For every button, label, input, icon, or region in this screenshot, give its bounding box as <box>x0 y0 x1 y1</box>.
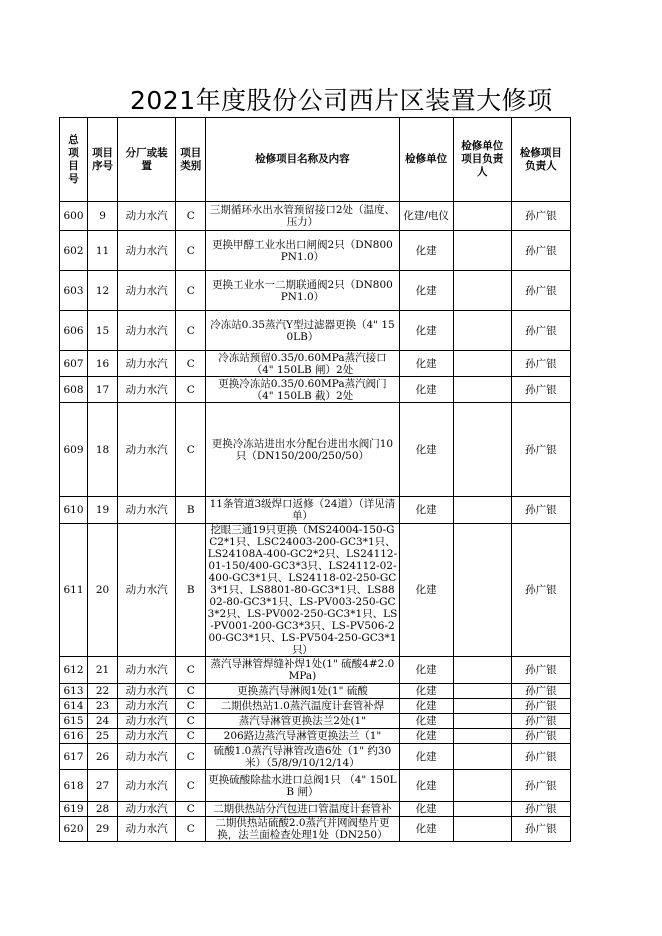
item-no-cell: 9 <box>88 202 118 231</box>
unit-cell: 动力水汽 <box>118 351 176 377</box>
table-row <box>60 699 571 714</box>
header-category: 项目类别 <box>176 118 206 202</box>
category-cell: C <box>176 684 206 699</box>
table-row <box>60 802 571 817</box>
category-cell: C <box>176 271 206 311</box>
maint-unit-cell: 化建 <box>399 231 453 271</box>
maint-unit-cell: 化建 <box>399 403 453 497</box>
item-no-cell: 22 <box>88 684 118 699</box>
content-cell: 二期供热站硫酸2.0蒸汽并网阀垫片更换，法兰面检查处理1处（DN250） <box>206 817 399 842</box>
header-maint-unit: 检修单位 <box>399 118 453 202</box>
total-no-cell: 612 <box>60 657 88 684</box>
project-leader-cell: 孙广银 <box>511 231 570 271</box>
project-leader-cell: 孙广银 <box>511 524 570 657</box>
unit-cell: 动力水汽 <box>118 377 176 403</box>
unit-cell: 动力水汽 <box>118 770 176 802</box>
category-cell: C <box>176 657 206 684</box>
header-total-no: 总项目号 <box>60 118 88 202</box>
maint-leader-cell <box>453 802 511 817</box>
item-no-cell: 15 <box>88 311 118 351</box>
category-cell: C <box>176 714 206 729</box>
total-no-cell: 602 <box>60 231 88 271</box>
header-unit: 分厂或装置 <box>118 118 176 202</box>
table-row <box>60 403 571 497</box>
table-row <box>60 377 571 403</box>
category-cell: C <box>176 770 206 802</box>
content-cell: 更换冷冻站0.35/0.60MPa蒸汽阀门（4" 150LB 截）2处 <box>206 377 399 403</box>
total-no-cell: 614 <box>60 699 88 714</box>
maint-unit-cell: 化建/电仪 <box>399 202 453 231</box>
content-cell: 更换硫酸除盐水进口总阀1只 （4" 150LB 闸） <box>206 770 399 802</box>
category-cell: C <box>176 351 206 377</box>
category-cell: C <box>176 699 206 714</box>
maint-leader-cell <box>453 817 511 842</box>
category-cell: C <box>176 311 206 351</box>
content-cell: 冷冻站预留0.35/0.60MPa蒸汽接口（4" 150LB 闸）2处 <box>206 351 399 377</box>
unit-cell: 动力水汽 <box>118 271 176 311</box>
header-content: 检修项目名称及内容 <box>206 118 399 202</box>
unit-cell: 动力水汽 <box>118 744 176 770</box>
total-no-cell: 615 <box>60 714 88 729</box>
content-cell: 蒸汽导淋管焊缝补焊1处(1" 硫酸4#2.0MPa) <box>206 657 399 684</box>
item-no-cell: 20 <box>88 524 118 657</box>
total-no-cell: 619 <box>60 802 88 817</box>
content-cell: 二期供热站分汽包进口管温度计套管补 <box>206 802 399 817</box>
maint-unit-cell: 化建 <box>399 699 453 714</box>
item-no-cell: 17 <box>88 377 118 403</box>
project-leader-cell: 孙广银 <box>511 351 570 377</box>
maint-leader-cell <box>453 202 511 231</box>
maint-unit-cell: 化建 <box>399 657 453 684</box>
project-leader-cell: 孙广银 <box>511 802 570 817</box>
item-no-cell: 11 <box>88 231 118 271</box>
content-cell: 三期循环水出水管预留接口2处（温度、压力） <box>206 202 399 231</box>
content-cell: 更换工业水一二期联通阀2只（DN800 PN1.0） <box>206 271 399 311</box>
category-cell: C <box>176 729 206 744</box>
item-no-cell: 27 <box>88 770 118 802</box>
table-row <box>60 770 571 802</box>
maint-leader-cell <box>453 377 511 403</box>
maint-unit-cell: 化建 <box>399 271 453 311</box>
category-cell: C <box>176 744 206 770</box>
maint-leader-cell <box>453 231 511 271</box>
table-row <box>60 817 571 842</box>
total-no-cell: 620 <box>60 817 88 842</box>
project-leader-cell: 孙广银 <box>511 699 570 714</box>
table-row <box>60 271 571 311</box>
header-project-leader: 检修项目负责人 <box>511 118 570 202</box>
unit-cell: 动力水汽 <box>118 699 176 714</box>
header-row <box>60 118 571 202</box>
project-leader-cell: 孙广银 <box>511 377 570 403</box>
maint-leader-cell <box>453 311 511 351</box>
maint-leader-cell <box>453 524 511 657</box>
total-no-cell: 610 <box>60 497 88 524</box>
table-row <box>60 729 571 744</box>
maint-leader-cell <box>453 770 511 802</box>
project-leader-cell: 孙广银 <box>511 714 570 729</box>
unit-cell: 动力水汽 <box>118 714 176 729</box>
table-row <box>60 311 571 351</box>
maint-leader-cell <box>453 497 511 524</box>
project-leader-cell: 孙广银 <box>511 770 570 802</box>
item-no-cell: 19 <box>88 497 118 524</box>
unit-cell: 动力水汽 <box>118 817 176 842</box>
maint-unit-cell: 化建 <box>399 377 453 403</box>
total-no-cell: 609 <box>60 403 88 497</box>
content-cell: 更换甲醇工业水出口闸阀2只（DN800 PN1.0） <box>206 231 399 271</box>
content-cell: 11条管道3级焊口返修（24道）（详见清单） <box>206 497 399 524</box>
project-leader-cell: 孙广银 <box>511 744 570 770</box>
total-no-cell: 611 <box>60 524 88 657</box>
header-item-no: 项目序号 <box>88 118 118 202</box>
maint-unit-cell: 化建 <box>399 817 453 842</box>
maint-leader-cell <box>453 403 511 497</box>
maint-leader-cell <box>453 684 511 699</box>
table-row <box>60 744 571 770</box>
content-cell: 更换蒸汽导淋阀1处(1" 硫酸 <box>206 684 399 699</box>
maint-unit-cell: 化建 <box>399 744 453 770</box>
maint-leader-cell <box>453 714 511 729</box>
table-row <box>60 351 571 377</box>
maint-unit-cell: 化建 <box>399 729 453 744</box>
unit-cell: 动力水汽 <box>118 497 176 524</box>
maint-leader-cell <box>453 699 511 714</box>
table-row <box>60 231 571 271</box>
unit-cell: 动力水汽 <box>118 684 176 699</box>
total-no-cell: 607 <box>60 351 88 377</box>
project-leader-cell: 孙广银 <box>511 403 570 497</box>
maint-unit-cell: 化建 <box>399 684 453 699</box>
category-cell: B <box>176 497 206 524</box>
maint-leader-cell <box>453 271 511 311</box>
unit-cell: 动力水汽 <box>118 524 176 657</box>
unit-cell: 动力水汽 <box>118 657 176 684</box>
unit-cell: 动力水汽 <box>118 729 176 744</box>
total-no-cell: 603 <box>60 271 88 311</box>
unit-cell: 动力水汽 <box>118 202 176 231</box>
project-leader-cell: 孙广银 <box>511 684 570 699</box>
content-cell: 更换冷冻站进出水分配台进出水阀门10只（DN150/200/250/50） <box>206 403 399 497</box>
maint-leader-cell <box>453 657 511 684</box>
item-no-cell: 12 <box>88 271 118 311</box>
project-leader-cell: 孙广银 <box>511 271 570 311</box>
maint-unit-cell: 化建 <box>399 311 453 351</box>
project-leader-cell: 孙广银 <box>511 497 570 524</box>
maint-unit-cell: 化建 <box>399 770 453 802</box>
table-row <box>60 497 571 524</box>
total-no-cell: 613 <box>60 684 88 699</box>
total-no-cell: 608 <box>60 377 88 403</box>
item-no-cell: 18 <box>88 403 118 497</box>
project-leader-cell: 孙广银 <box>511 657 570 684</box>
category-cell: C <box>176 403 206 497</box>
maint-unit-cell: 化建 <box>399 351 453 377</box>
header-maint-leader: 检修单位项目负责人 <box>453 118 511 202</box>
maint-leader-cell <box>453 729 511 744</box>
content-cell: 硫酸1.0蒸汽导淋管改造6处（1" 约30米）（5/8/9/10/12/14） <box>206 744 399 770</box>
unit-cell: 动力水汽 <box>118 311 176 351</box>
maint-unit-cell: 化建 <box>399 802 453 817</box>
project-leader-cell: 孙广银 <box>511 729 570 744</box>
unit-cell: 动力水汽 <box>118 231 176 271</box>
table-row <box>60 657 571 684</box>
item-no-cell: 26 <box>88 744 118 770</box>
item-no-cell: 25 <box>88 729 118 744</box>
total-no-cell: 617 <box>60 744 88 770</box>
item-no-cell: 28 <box>88 802 118 817</box>
table-row <box>60 202 571 231</box>
maint-leader-cell <box>453 351 511 377</box>
content-cell: 蒸汽导淋管更换法兰2处(1" <box>206 714 399 729</box>
table-row <box>60 714 571 729</box>
project-leader-cell: 孙广银 <box>511 202 570 231</box>
item-no-cell: 29 <box>88 817 118 842</box>
item-no-cell: 23 <box>88 699 118 714</box>
category-cell: C <box>176 377 206 403</box>
total-no-cell: 600 <box>60 202 88 231</box>
category-cell: C <box>176 802 206 817</box>
unit-cell: 动力水汽 <box>118 802 176 817</box>
category-cell: C <box>176 817 206 842</box>
sheet-title: 2021年度股份公司西片区装置大修项 <box>130 86 553 115</box>
maint-leader-cell <box>453 744 511 770</box>
total-no-cell: 606 <box>60 311 88 351</box>
table-row <box>60 684 571 699</box>
unit-cell: 动力水汽 <box>118 403 176 497</box>
maint-unit-cell: 化建 <box>399 497 453 524</box>
project-leader-cell: 孙广银 <box>511 817 570 842</box>
project-leader-cell: 孙广银 <box>511 311 570 351</box>
maintenance-table <box>59 117 571 842</box>
item-no-cell: 21 <box>88 657 118 684</box>
table-row <box>60 524 571 657</box>
content-cell: 二期供热站1.0蒸汽温度计套管补焊 <box>206 699 399 714</box>
category-cell: C <box>176 231 206 271</box>
total-no-cell: 618 <box>60 770 88 802</box>
content-cell: 206路边蒸汽导淋管更换法兰（1" <box>206 729 399 744</box>
content-cell: 冷冻站0.35蒸汽Y型过滤器更换（4" 150LB） <box>206 311 399 351</box>
maint-unit-cell: 化建 <box>399 524 453 657</box>
maint-unit-cell: 化建 <box>399 714 453 729</box>
total-no-cell: 616 <box>60 729 88 744</box>
item-no-cell: 24 <box>88 714 118 729</box>
category-cell: B <box>176 524 206 657</box>
content-cell: 挖眼三通19只更换（MS24004-150-GC2*1只、LSC24003-200-GC3*1只、LS24108A-400-GC2*2只、LS24112-01-150/400-GC3*3只、LS24112-02-400-GC3*1只、LS24118-02-250-GC3*1只、LS8801-80-GC3*1只、LS8802-80-GC3*1只、LS-PV003-250-GC3*2只、LS-PV002-250-GC3*1只、LS-PV001-200-GC3*3只、LS-PV506-200-GC3*1只、LS-PV504-250-GC3*1只） <box>207 524 398 656</box>
category-cell: C <box>176 202 206 231</box>
item-no-cell: 16 <box>88 351 118 377</box>
